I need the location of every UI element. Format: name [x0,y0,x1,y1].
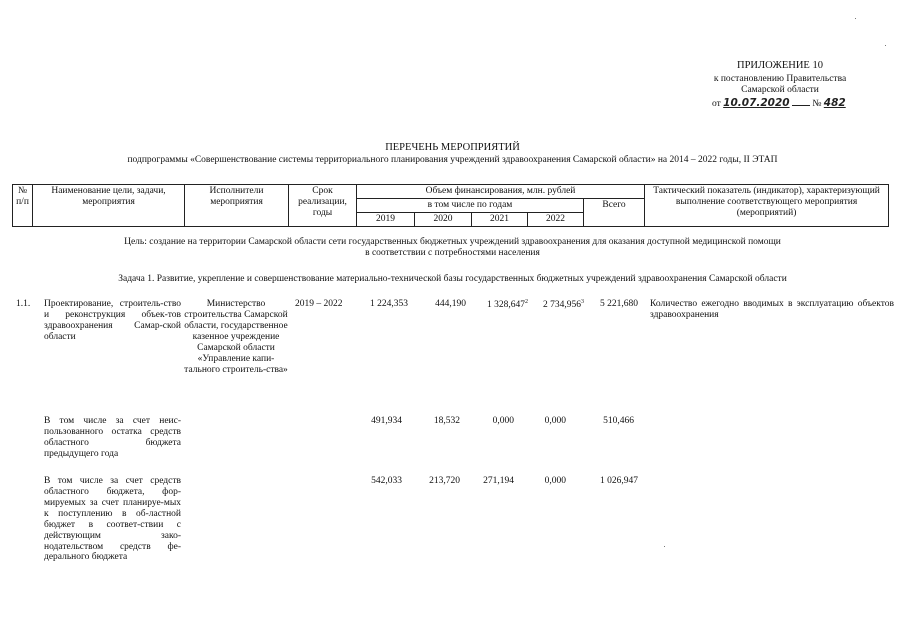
row-3-2020: 213,720 [429,476,460,486]
header-name: Наименование цели, задачи, мероприятия [33,185,185,227]
task-text: Задача 1. Развитие, укрепление и совершенствование материально-технической базы государственных бюджетных учреждений здравоохранения Самарской области [118,274,787,284]
row-1-total: 5 221,680 [600,299,638,309]
goal-line-2: в соответствии с потребностями населения [365,247,540,258]
header-year-2021: 2021 [472,212,528,226]
goal-text [0,237,905,259]
row-3-total: 1 026,947 [600,476,638,486]
row-2-2021: 0,000 [492,416,514,426]
header-year-2019: 2019 [357,212,415,226]
row-1-2022-footnote: 3 [581,299,584,305]
row-2-name: В том числе за счет неис-пользованного остатка средств областного бюджета предыдущего года [44,416,181,459]
header-total: Всего [584,198,645,226]
header-indicator: Тактический показатель (индикатор), характеризующий выполнение соответствующего мероприятия (мероприятий) [645,185,889,227]
document-subtitle: подпрограммы «Совершенствование системы территориального планирования учреждений здравоохранения Самарской области» на 2014 – 2022 годы, II ЭТАП [127,155,778,165]
row-3-2019: 542,033 [371,476,402,486]
row-1-term: 2019 – 2022 [295,299,343,309]
row-1-2022-value: 2 734,956 [543,300,581,311]
header-financing: Объем финансирования, млн. рублей [357,185,645,199]
row-1-2021 [468,299,528,311]
table-header [12,184,889,227]
row-1-2022 [530,299,584,311]
header-num: № п/п [13,185,33,227]
row-1-indicator: Количество ежегодно вводимых в эксплуатацию объектов здравоохранения [650,299,894,320]
row-3-2021: 271,194 [483,476,514,486]
header-executor: Исполнители мероприятия [185,185,289,227]
row-2-2020: 18,532 [433,416,460,426]
row-1-2021-value: 1 328,647 [487,300,525,311]
row-2-2019: 491,934 [371,416,402,426]
goal-line-1: Цель: создание на территории Самарской области сети государственных бюджетных учреждений здравоохранения для оказания доступной медицинской помощи [124,237,781,247]
appendix-date-number [712,97,870,110]
appendix-line-2: Самарской области [741,84,819,95]
number-prefix: № [812,98,822,109]
row-2-2022: 0,000 [544,416,566,426]
appendix-line-1: к постановлению Правительства [713,74,847,85]
row-1-2019: 1 224,353 [370,299,408,309]
row-3-2022: 0,000 [544,476,566,486]
header-year-2020: 2020 [415,212,472,226]
row-1-name: Проектирование, строитель-ство и реконструкция объек-тов здравоохранения Самар-ской области [44,299,181,342]
header-year-2022: 2022 [528,212,584,226]
appendix-block [690,60,870,110]
row-3-name: В том числе за счет средств областного бюджета, фор-мируемых за счет планируе-мых к поступлению в об-ластной бюджет в соответ-ствии с действующим зако-нодательством средств фе-дерального бюджета [44,476,181,563]
scan-speck [855,18,856,19]
handwritten-date: 10.07.2020 [723,96,790,109]
row-1-executor: Министерство строительства Самарской области, государственное казенное учреждение Самарской области «Управление капи-тального строитель-ства» [184,299,288,375]
header-financing-years: в том числе по годам [357,198,584,212]
appendix-title: ПРИЛОЖЕНИЕ 10 [737,60,823,71]
scan-speck [664,546,665,547]
row-1-2021-footnote: 2 [525,299,528,305]
scan-speck [885,45,886,46]
handwritten-number: 482 [823,96,846,109]
row-1-num: 1.1. [16,299,31,309]
row-1-2020: 444,190 [435,299,466,309]
date-prefix: от [712,98,721,109]
header-term: Срок реализации, годы [289,185,357,227]
document-title: ПЕРЕЧЕНЬ МЕРОПРИЯТИЙ [385,142,520,153]
row-2-total: 510,466 [603,416,634,426]
